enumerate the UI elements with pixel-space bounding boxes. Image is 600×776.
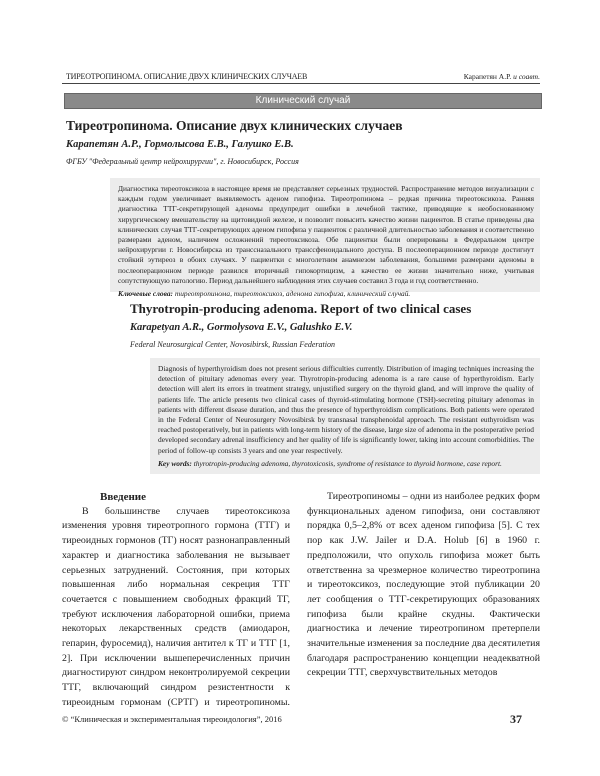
en-keywords-label: Key words:	[158, 458, 192, 468]
ru-keywords-label: Ключевые слова:	[118, 289, 173, 299]
page-number: 37	[510, 712, 522, 726]
ru-keywords	[118, 289, 534, 299]
section-label: Клинический случай	[64, 93, 542, 109]
en-keywords	[158, 459, 534, 469]
en-keywords-text: thyrotropin-producing adenoma, thyrotoxicosis, syndrome of resistance to thyroid hormone, case report.	[193, 458, 502, 468]
en-abstract	[150, 358, 540, 474]
intro-heading: Введение	[100, 491, 147, 503]
en-authors: Karapetyan A.R., Gormolysova E.V., Galushko E.V.	[130, 322, 353, 333]
left-column	[62, 490, 290, 712]
ru-authors: Карапетян А.Р., Гормолысова Е.В., Галушко Е.В.	[66, 139, 294, 150]
running-title: ТИРЕОТРОПИНОМА. ОПИСАНИЕ ДВУХ КЛИНИЧЕСКИХ СЛУЧАЕВ	[66, 72, 308, 81]
ru-abstract-text: Диагностика тиреотоксикоза в настоящее время не представляет серьезных трудностей. Распространение методов визуализации с каждым годом увеличивает выявляемость аденом гипофиза. Тиреотропинома – редкая причина тиреотоксикоза. Ранняя диагностика ТТГ-секретирующей аденомы предупредит ошибки в лечебной тактике, приводящие к необоснованному хирургическому вмешательству на щитовидной железе, и позволит повысить качество жизни пациентов. В статье приведены два клинических случая ТТГ-секретирующих аденом гипофиза у пациенток с различной длительностью заболевания и соответственно размерами аденом, наличием осложнений тиреотоксикоза. Обе пациентки были оперированы в Федеральном центре нейрохирургии г. Новосибирска из транссназального транссфеноидального доступа. В послеоперационном периоде достигнут стойкий эутиреоз в обоих случаях. У пациентки с многолетним анамнезом заболевания, большими размерами аденомы в послеоперационном периоде развился вторичный гипокортицизм, а качество ее жизни значительно ниже, учитывая сопутствующую патологию. Период дальнейшего наблюдения этих случаев составил 3 года и год соответственно.	[118, 184, 534, 285]
running-header	[62, 72, 540, 84]
ru-title: Тиреотропинома. Описание двух клинических случаев	[66, 118, 403, 133]
en-abstract-text: Diagnosis of hyperthyroidism does not present serious difficulties currently. Distribution of imaging techniques increasing the detection of pituitary adenomas every year. Thyrotropin-producing adenoma is a rare cause of hyperthyroidism. Early detection will alert its errors in treatment strategy, unjustified surgery on the thyroid gland, and will improve the quality of patients life. The article presents two clinical cases of thyroid-stimulating hormone (TSH)-secreting pituitary adenomas in patients with different disease duration, and thus the presence of hyperthyroidism complications. Both patients were operated in the Federal Center of Neurosurgery Novosibirsk by transnasal transphenoidal approach. The resistant euthyroidism was reached postoperatively, but in patients with long-term history of the disease, large size of adenoma in the postoperative period developed secondary adrenal insufficiency and her quality of life is significantly lower, taking into account comorbidities. The period of follow-up consists 3 years and one year respectively.	[158, 364, 534, 455]
footer-copyright: © “Клиническая и экспериментальная тиреоидология”, 2016	[62, 714, 282, 724]
intro-paragraph-1: В большинстве случаев тиреотоксикоза изменения уровня тиреотропного гормона (ТТГ) и тиреоидных гормонов (ТГ) носят разнонаправленный характер и диагностика заболевания не вызывает серьезных затруднений. Состояния, при которых повышенная либо нормальная секреция ТТГ сочетается с повышением свободных фракций ТГ, требуют исключения лабораторной ошибки, приема некоторых лекарственных средств (амиодарон, гепарин, фуросемид), наличия антител к ТГ и ТТГ [1, 2]. При исключении вышеперечисленных причин диагностируют синдром неконтролируемой секреции ТТГ, включающий синдром резистентности к тиреоидным гормонам (СРТГ) и тиреотропиномы.	[62, 505, 290, 708]
right-column	[307, 490, 540, 712]
intro-paragraph-2: Тиреотропиномы – одни из наиболее редких форм функциональных аденом гипофиза, они составляют порядка 0,5–2,8% от всех аденом гипофиза [5]. С тех пор как J.W. Jailer и D.A. Holub [6] в 1960 г. предположили, что опухоль гипофиза может быть ответственна за чрезмерное количество тиреотропина и тиреотоксикоз, последующие этой публикации 20 лет сообщения о ТТГ-секретирующих образованиях гипофиза были крайне скудны. Фактически диагностика и лечение тиреотропином претерпели значительные изменения за последние два десятилетия благодаря распространению концепции неадекватной секреции ТТГ, сверхчувствительных методов	[307, 491, 540, 679]
ru-affiliation: ФГБУ "Федеральный центр нейрохирургии", г. Новосибирск, Россия	[66, 157, 299, 166]
running-authors-suffix: и соавт.	[513, 72, 540, 81]
en-affiliation: Federal Neurosurgical Center, Novosibirsk, Russian Federation	[130, 340, 335, 349]
running-authors	[464, 72, 540, 81]
running-authors-names: Карапетян А.Р.	[463, 72, 512, 81]
en-title: Thyrotropin-producing adenoma. Report of two clinical cases	[130, 301, 472, 316]
ru-abstract	[110, 178, 540, 299]
ru-keywords-text: тиреотропинома, тиреотоксикоз, аденома гипофиза, клинический случай.	[174, 289, 411, 299]
